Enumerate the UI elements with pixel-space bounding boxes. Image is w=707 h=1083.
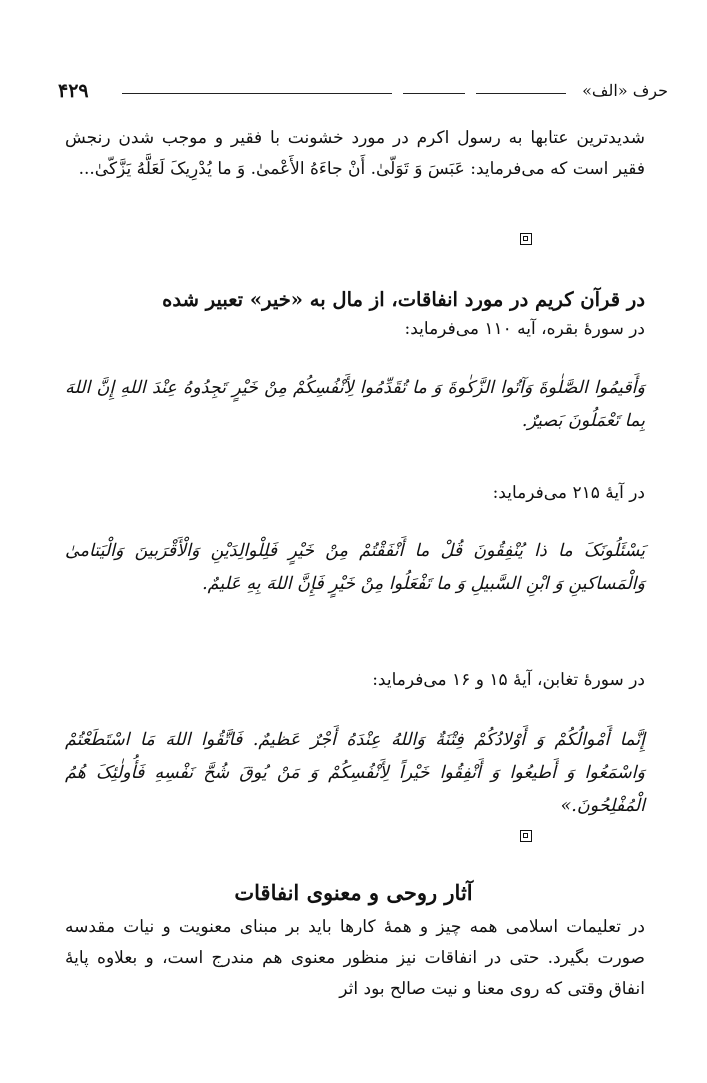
body-paragraph: در تعلیمات اسلامی همه چیز و همهٔ کارها باید بر مبنای معنویت و نیات مقدسه صورت بگیرد. حتی در انفاقات نیز منظور معنوی هم مندرج است، و بعلاوه پایهٔ انفاق وقتی که روی معنا و نیت صالح بود اثر: [65, 917, 645, 999]
section-heading-spiritual-effects: آثار روحی و معنوی انفاقات: [234, 880, 473, 905]
page-number: ۴۲۹: [58, 80, 89, 102]
reference-taghabun: در سورهٔ تغابن، آیهٔ ۱۵ و ۱۶ می‌فرماید:: [372, 670, 645, 690]
section-end-mark: [520, 233, 532, 245]
quran-verse-1: وَأَقیمُوا الصَّلٰوةَ وَآتُوا الزَّکٰوةَ وَ ما تُقَدِّمُوا لِأَنْفُسِکُمْ مِنْ خَیْرٍ تَجِدُوهُ عِنْدَ اللهِ إِنَّ اللهَ بِما تَعْمَلُونَ بَصیرٌ.: [65, 378, 645, 431]
section-heading-khair: در قرآن کریم در مورد انفاقات، از مال به «خیر» تعبیر شده: [162, 288, 645, 311]
reference-ayah-215: در آیهٔ ۲۱۵ می‌فرماید:: [492, 483, 645, 503]
running-title: حرف «الف»: [582, 81, 668, 100]
header-rule: [476, 93, 566, 94]
quran-verse-3: إِنَّما أَمْوالُکُمْ وَ أَوْلادُکُمْ فِتْنَةٌ وَاللهُ عِنْدَهُ أَجْرٌ عَظیمٌ. فَاتَّقُوا اللهَ مَا اسْتَطَعْتُمْ وَاسْمَعُوا وَ أَطیعُوا وَ أَنْفِقُوا خَیْراً لِأَنْفُسِکُمْ وَ مَنْ یُوقَ شُحَّ نَفْسِهِ فَأُولٰئِکَ هُمُ الْمُفْلِحُونَ.»: [65, 730, 645, 816]
header-rule: [403, 93, 465, 94]
reference-bagharah-110: در سورهٔ بقره، آیه ۱۱۰ می‌فرماید:: [404, 319, 645, 339]
intro-paragraph: شدیدترین عتابها به رسول اکرم در مورد خشونت با فقیر و موجب شدن رنجش فقیر است که می‌فرماید: عَبَسَ وَ تَوَلّیٰ. أَنْ جاءَهُ الأَعْمیٰ. وَ ما یُدْرِیکَ لَعَلَّهُ یَزَّکّیٰ...: [65, 128, 645, 179]
quran-verse-2: یَسْئَلُونَکَ ما ذا یُنْفِقُونَ قُلْ ما أَنْفَقْتُمْ مِنْ خَیْرٍ فَلِلْوالِدَیْنِ وَالْأَقْرَبینَ وَالْیَتامیٰ وَالْمَساکینِ وَ ابْنِ السَّبیلِ وَ ما تَفْعَلُوا مِنْ خَیْرٍ فَإِنَّ اللهَ بِهِ عَلیمٌ.: [65, 541, 645, 594]
section-end-mark: [520, 830, 532, 842]
header-rule: [122, 93, 392, 94]
running-header: [58, 80, 668, 104]
